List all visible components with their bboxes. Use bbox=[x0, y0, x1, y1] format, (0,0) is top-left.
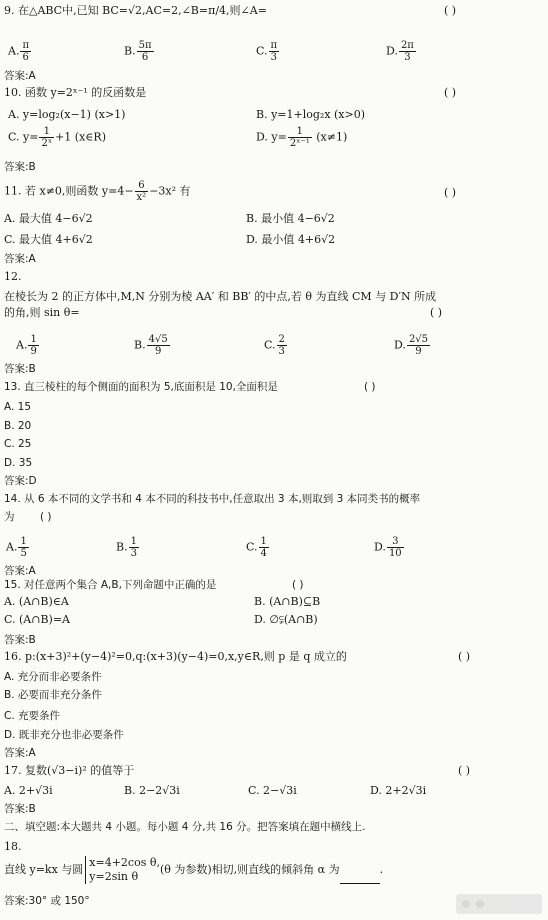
q14-stem-line1: 14. 从 6 本不同的文学书和 4 本不同的科技书中,任意取出 3 本,则取到 3 本同类书的概率 bbox=[4, 493, 421, 505]
watermark bbox=[456, 894, 542, 914]
q10-answer: 答案:B bbox=[4, 161, 36, 173]
q14-option-b: B. $\frac{1}{3}$ bbox=[116, 536, 137, 559]
q12-number: 12. bbox=[4, 270, 22, 283]
q9-option-d: D. $\frac{2\pi}{3}$ bbox=[386, 40, 414, 63]
q12-answer: 答案:B bbox=[4, 363, 36, 375]
q10-stem: 10. 函数 y=2ˣ⁻¹ 的反函数是 bbox=[4, 86, 147, 99]
q13-option-d: D. 35 bbox=[4, 457, 33, 469]
q16-option-c: C. 充要条件 bbox=[4, 710, 61, 722]
q13-option-c: C. 25 bbox=[4, 438, 32, 450]
q13-answer: 答案:D bbox=[4, 475, 37, 487]
q12-option-a: A. $\frac{1}{9}$ bbox=[16, 334, 37, 357]
q16-option-d: D. 既非充分也非必要条件 bbox=[4, 729, 124, 741]
q18-stem: 直线 y=kx 与圆 x=4+2cos θ, y=2sin θ (θ 为参数)相切,则直线的倾斜角 α 为 . bbox=[4, 856, 384, 883]
q14-option-c: C. $\frac{1}{4}$ bbox=[246, 536, 267, 559]
q10-option-b: B. y=1+log₂x (x>0) bbox=[256, 108, 366, 121]
q12-option-c: C. $\frac{2}{3}$ bbox=[264, 334, 285, 357]
q17-option-b: B. 2−2√3i bbox=[124, 784, 180, 797]
q16-stem: 16. p:(x+3)²+(y−4)²=0,q:(x+3)(y−4)=0,x,y∈R,则 p 是 q 成立的 bbox=[4, 650, 347, 663]
q9-paren: ( ) bbox=[444, 4, 457, 17]
q18-answer: 答案:30° 或 150° bbox=[4, 895, 90, 907]
q17-paren: ( ) bbox=[458, 764, 471, 777]
q18-param-system: x=4+2cos θ, y=2sin θ bbox=[85, 856, 160, 884]
q13-stem: 13. 直三棱柱的每个侧面的面积为 5,底面积是 10,全面积是 bbox=[4, 381, 278, 393]
q11-stem: 11. 若 x≠0,则函数 y=4− $\frac{6}{\text{x²}}$ −3x² 有 bbox=[4, 180, 191, 203]
q15-stem: 15. 对任意两个集合 A,B,下列命题中正确的是 bbox=[4, 579, 217, 591]
q17-option-a: A. 2+√3i bbox=[4, 784, 53, 797]
q14-answer: 答案:A bbox=[4, 565, 36, 577]
q15-option-c: C. (A∩B)=A bbox=[4, 613, 71, 626]
q17-stem: 17. 复数(√3−i)² 的值等于 bbox=[4, 764, 135, 777]
q13-option-b: B. 20 bbox=[4, 420, 32, 432]
q15-option-a: A. (A∩B)∈A bbox=[4, 595, 69, 608]
q12-option-b: B. $\frac{4√5}{9}$ bbox=[134, 334, 168, 357]
q18-answer-blank[interactable] bbox=[340, 871, 380, 884]
q9-option-c: C. $\frac{\pi}{3}$ bbox=[256, 40, 278, 63]
q17-answer: 答案:B bbox=[4, 803, 36, 815]
q10-option-c: C. y= $\frac{1}{\text{2ˣ}}$ +1 (x∈R) bbox=[8, 126, 106, 149]
q17-option-d: D. 2+2√3i bbox=[370, 784, 427, 797]
q16-answer: 答案:A bbox=[4, 747, 36, 759]
q10-option-d: D. y= $\frac{1}{\text{2ˣ⁻¹}}$ (x≠1) bbox=[256, 126, 348, 149]
q11-option-c: C. 最大值 4+6√2 bbox=[4, 233, 93, 246]
q17-option-c: C. 2−√3i bbox=[248, 784, 297, 797]
section-heading: 二、填空题:本大题共 4 小题。每小题 4 分,共 16 分。把答案填在题中横线上. bbox=[4, 821, 366, 833]
q14-paren: ( ) bbox=[40, 511, 52, 523]
q11-option-b: B. 最小值 4−6√2 bbox=[246, 212, 335, 225]
q9-stem: 9. 在△ABC中,已知 BC=√2,AC=2,∠B=π/4,则∠A= bbox=[4, 4, 267, 17]
q14-stem-line2: 为 bbox=[4, 511, 15, 523]
q12-stem-line2: 的角,则 sin θ= bbox=[4, 306, 80, 319]
q11-paren: ( ) bbox=[444, 186, 457, 199]
q15-option-d: D. ∅⫋(A∩B) bbox=[254, 613, 318, 626]
q12-option-d: D. $\frac{2√5}{9}$ bbox=[394, 334, 429, 357]
q15-option-b: B. (A∩B)⊆B bbox=[254, 595, 321, 608]
q9-option-b: B. $\frac{5\pi}{6}$ bbox=[124, 40, 152, 63]
q10-paren: ( ) bbox=[444, 86, 457, 99]
q11-option-d: D. 最小值 4+6√2 bbox=[246, 233, 336, 246]
q16-paren: ( ) bbox=[458, 650, 471, 663]
q12-paren: ( ) bbox=[430, 306, 443, 319]
q9-option-a: A. $\frac{\pi}{6}$ bbox=[8, 40, 30, 63]
q10-option-a: A. y=log₂(x−1) (x>1) bbox=[8, 108, 126, 121]
q15-paren: ( ) bbox=[292, 579, 304, 591]
q13-paren: ( ) bbox=[364, 381, 376, 393]
q11-option-a: A. 最大值 4−6√2 bbox=[4, 212, 93, 225]
q13-option-a: A. 15 bbox=[4, 401, 32, 413]
q14-option-d: D. $\frac{3}{10}$ bbox=[374, 536, 402, 559]
q14-option-a: A. $\frac{1}{5}$ bbox=[6, 536, 27, 559]
q18-number: 18. bbox=[4, 840, 22, 853]
q16-option-b: B. 必要而非充分条件 bbox=[4, 689, 102, 701]
q16-option-a: A. 充分而非必要条件 bbox=[4, 671, 102, 683]
q9-answer: 答案:A bbox=[4, 70, 36, 82]
q12-stem-line1: 在棱长为 2 的正方体中,M,N 分别为棱 AA′ 和 BB′ 的中点,若 θ 为直线 CM 与 D′N 所成 bbox=[4, 290, 437, 303]
q11-answer: 答案:A bbox=[4, 253, 36, 265]
q15-answer: 答案:B bbox=[4, 634, 36, 646]
